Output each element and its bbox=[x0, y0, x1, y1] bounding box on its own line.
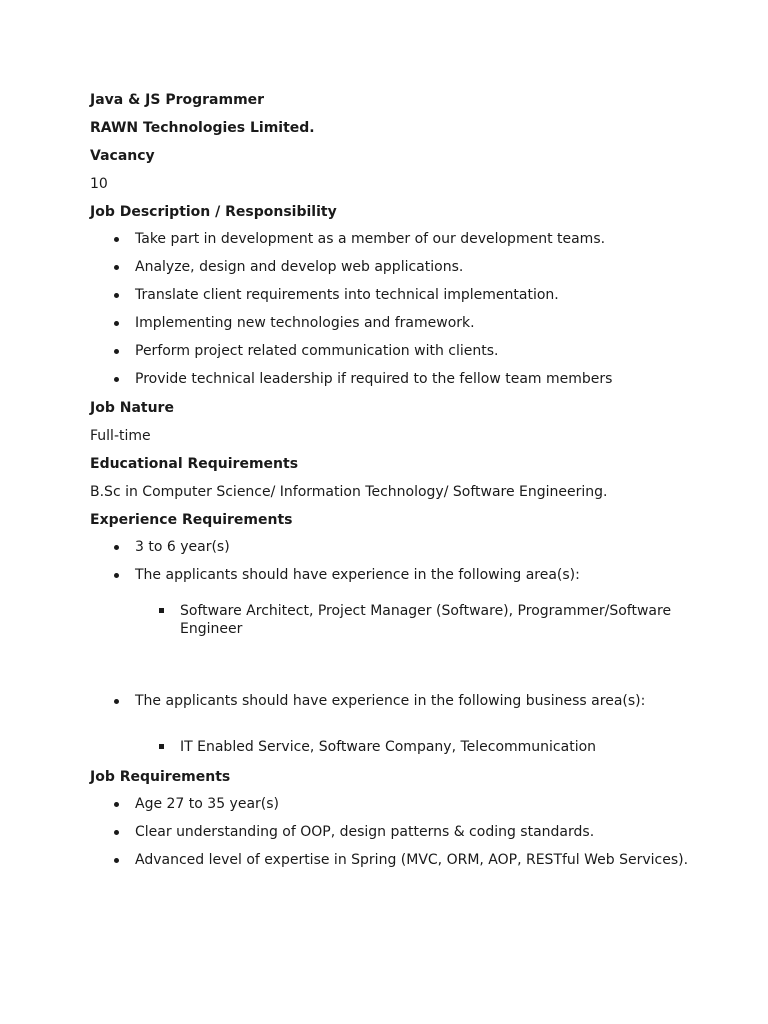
experience-areas-list bbox=[90, 602, 690, 638]
list-item-text: Advanced level of expertise in Spring (MVC, ORM, AOP, RESTful Web Services). bbox=[135, 852, 689, 868]
education-value: B.Sc in Computer Science/ Information Technology/ Software Engineering. bbox=[90, 484, 608, 500]
bullet-icon bbox=[114, 830, 119, 835]
list-item-text: Perform project related communication with clients. bbox=[135, 343, 499, 359]
list-item-text: Clear understanding of OOP, design patterns & coding standards. bbox=[135, 824, 595, 840]
vacancy-heading: Vacancy bbox=[90, 148, 155, 164]
list-item bbox=[90, 230, 690, 248]
list-item-text: The applicants should have experience in the following business area(s): bbox=[135, 693, 646, 709]
bullet-icon bbox=[114, 265, 119, 270]
business-areas-sublist bbox=[90, 738, 690, 756]
bullet-icon bbox=[114, 293, 119, 298]
list-item bbox=[90, 566, 690, 584]
list-item-text: Provide technical leadership if required to the fellow team members bbox=[135, 371, 613, 387]
list-item bbox=[90, 286, 690, 304]
list-item-text: Implementing new technologies and framework. bbox=[135, 315, 475, 331]
list-item-text: The applicants should have experience in the following area(s): bbox=[135, 567, 580, 583]
bullet-icon bbox=[114, 699, 119, 704]
experience-list bbox=[90, 538, 690, 584]
responsibility-list bbox=[90, 230, 690, 388]
square-bullet-icon bbox=[159, 744, 164, 749]
job-nature-heading: Job Nature bbox=[90, 400, 174, 416]
sub-list-item bbox=[90, 602, 690, 638]
bullet-icon bbox=[114, 858, 119, 863]
list-item-text: Take part in development as a member of our development teams. bbox=[135, 231, 606, 247]
list-item-text: Translate client requirements into technical implementation. bbox=[135, 287, 559, 303]
business-area-list bbox=[90, 692, 690, 710]
job-posting-document bbox=[90, 90, 690, 879]
sub-list-item-text: IT Enabled Service, Software Company, Telecommunication bbox=[180, 739, 597, 755]
job-requirements-heading: Job Requirements bbox=[90, 769, 231, 785]
bullet-icon bbox=[114, 573, 119, 578]
bullet-icon bbox=[114, 377, 119, 382]
bullet-icon bbox=[114, 802, 119, 807]
list-item bbox=[90, 795, 690, 813]
list-item bbox=[90, 370, 690, 388]
bullet-icon bbox=[114, 321, 119, 326]
company-name: RAWN Technologies Limited. bbox=[90, 120, 315, 136]
sub-list-item bbox=[90, 738, 690, 756]
list-item bbox=[90, 823, 690, 841]
responsibility-heading: Job Description / Responsibility bbox=[90, 204, 337, 220]
list-item bbox=[90, 692, 690, 710]
job-title: Java & JS Programmer bbox=[90, 92, 265, 108]
list-item bbox=[90, 851, 690, 869]
list-item-text: Analyze, design and develop web applications. bbox=[135, 259, 464, 275]
job-nature-value: Full-time bbox=[90, 428, 151, 444]
education-heading: Educational Requirements bbox=[90, 456, 299, 472]
job-requirements-list bbox=[90, 795, 690, 869]
bullet-icon bbox=[114, 237, 119, 242]
vacancy-value: 10 bbox=[90, 176, 108, 192]
square-bullet-icon bbox=[159, 608, 164, 613]
sub-list-item-text: Software Architect, Project Manager (Software), Programmer/Software Engineer bbox=[180, 603, 672, 637]
list-item bbox=[90, 342, 690, 360]
list-item bbox=[90, 538, 690, 556]
list-item-text: Age 27 to 35 year(s) bbox=[135, 796, 280, 812]
list-item bbox=[90, 314, 690, 332]
experience-heading: Experience Requirements bbox=[90, 512, 293, 528]
list-item bbox=[90, 258, 690, 276]
bullet-icon bbox=[114, 545, 119, 550]
bullet-icon bbox=[114, 349, 119, 354]
list-item-text: 3 to 6 year(s) bbox=[135, 539, 230, 555]
